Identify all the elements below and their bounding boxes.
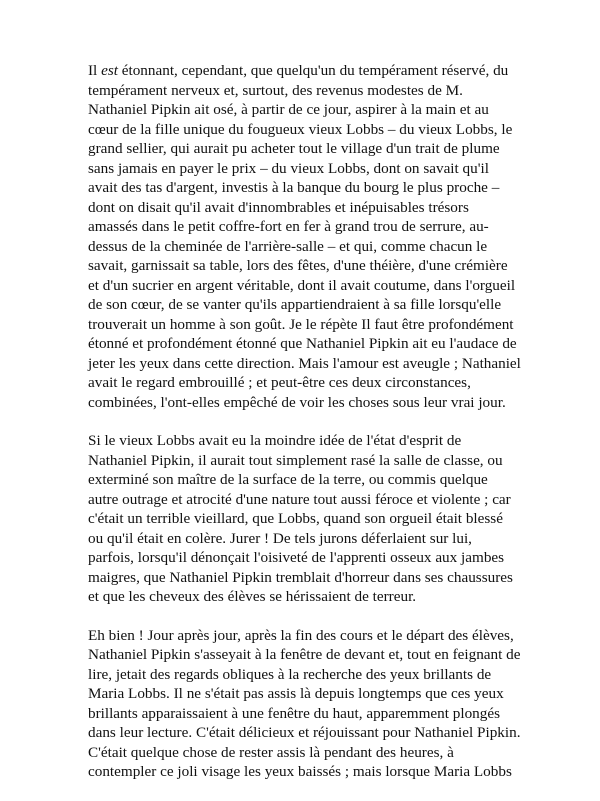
text-line: dont on disait qu'il avait d'innombrables et inépuisables trésors — [88, 198, 469, 216]
text-line: Nathaniel Pipkin s'asseyait à la fenêtre de devant et, tout en feignant de — [88, 646, 521, 663]
text-line: Il est étonnant, cependant, que quelqu'un du tempérament réservé, du — [88, 62, 509, 79]
text-line: et d'un sucrier en argent véritable, dont il avait coutume, dans l'orgueil — [88, 276, 516, 294]
text-column — [88, 61, 520, 801]
text-line: Si le vieux Lobbs avait eu la moindre idée de l'état d'esprit de — [88, 432, 462, 449]
text-line: jeter les yeux dans cette direction. Mais l'amour est aveugle ; Nathaniel — [88, 354, 521, 372]
text-line: Eh bien ! Jour après jour, après la fin des cours et le départ des élèves, — [88, 626, 514, 644]
text-line: combinées, l'ont-elles empêché de voir les choses sous leur vrai jour. — [88, 393, 506, 411]
text-line: grand sellier, qui aurait pu acheter tout le village d'un trait de plume — [88, 140, 500, 157]
italic-word: est — [101, 62, 118, 79]
text-line: Maria Lobbs. Il ne s'était pas assis là depuis longtemps que ces yeux — [88, 685, 504, 702]
text-line: exterminé son maître de la surface de la terre, ou commis quelque — [88, 471, 488, 488]
text-line: brillants apparaissaient à une fenêtre du haut, apparemment plongés — [88, 704, 501, 722]
text-line: et que les cheveux des élèves se hérissaient de terreur. — [88, 588, 417, 605]
text-line: parfois, lorsqu'il dénonçait l'oisiveté de l'apprenti osseux aux jambes — [88, 549, 505, 566]
text-line: contempler ce joli visage les yeux baissés ; mais lorsque Maria Lobbs — [88, 763, 512, 780]
text-line: ou qu'il était en colère. Jurer ! De tels jurons déferlaient sur lui, — [88, 529, 472, 547]
paragraph — [88, 431, 520, 607]
text-line: lire, jetait des regards obliques à la recherche des yeux brillants de — [88, 665, 492, 683]
text-line: dans leur lecture. C'était délicieux et réjouissant pour Nathaniel Pipkin. — [88, 724, 521, 741]
text-line: C'était quelque chose de rester assis là pendant des heures, à — [88, 743, 454, 761]
text-line: trouverait un homme à son goût. Je le répète Il faut être profondément — [88, 315, 514, 333]
text-line: amassés dans le petit coffre-fort en fer à grand trou de serrure, au- — [88, 218, 489, 235]
text-line: étonné et profondément étonné que Nathaniel Pipkin ait eu l'audace de — [88, 335, 517, 352]
text-line: avait des tas d'argent, investis à la banque du bourg le plus proche – — [88, 179, 500, 196]
text-line: Nathaniel Pipkin, il aurait tout simplement rasé la salle de classe, ou — [88, 451, 503, 469]
text-line: tempérament nerveux et, surtout, des revenus modestes de M. — [88, 81, 463, 99]
text-line: autre outrage et atrocité d'une nature tout aussi féroce et violente ; car — [88, 490, 511, 508]
paragraph — [88, 626, 520, 782]
text-line: cœur de la fille unique du fougueux vieux Lobbs – du vieux Lobbs, le — [88, 120, 513, 138]
text-line: avait le regard embrouillé ; et peut-être ces deux circonstances, — [88, 374, 471, 391]
text-line: de son cœur, de se vanter qu'ils appartiendraient à sa fille lorsqu'elle — [88, 296, 502, 313]
paragraph — [88, 61, 520, 412]
text-line: sans jamais en payer le prix – du vieux Lobbs, dont on savait qu'il — [88, 159, 489, 177]
text-line: maigres, que Nathaniel Pipkin tremblait d'horreur dans ses chaussures — [88, 568, 513, 586]
text-line: savait, garnissait sa table, lors des fêtes, d'une théière, d'une crémière — [88, 257, 508, 274]
text-line: c'était un terrible vieillard, que Lobbs, quand son orgueil était blessé — [88, 510, 503, 527]
text-line: Nathaniel Pipkin ait osé, à partir de ce jour, aspirer à la main et au — [88, 101, 489, 118]
text-line: dessus de la cheminée de l'arrière-salle – et qui, comme chacun le — [88, 237, 488, 255]
